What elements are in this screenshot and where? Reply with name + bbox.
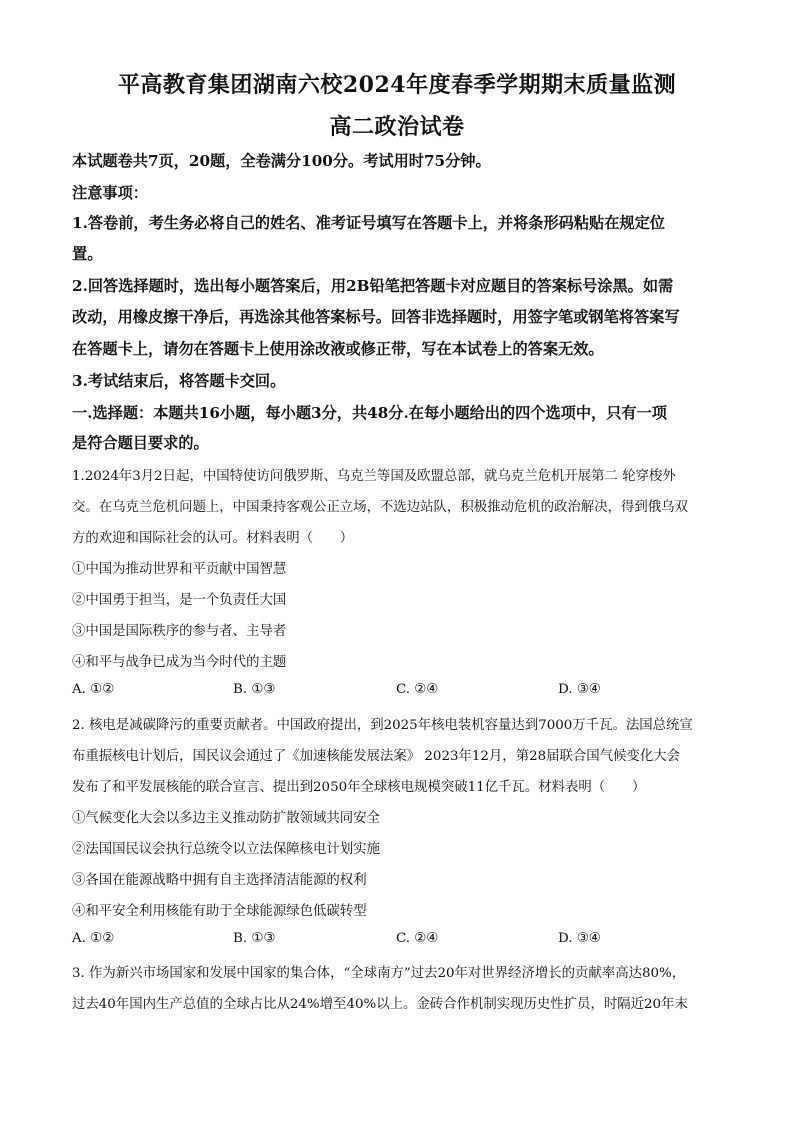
question-2-option-b: B. ①③ bbox=[233, 931, 276, 946]
question-2-stem-line-3: 发布了和平发展核能的联合宣言、提出到2050年全球核电规模突破11亿千瓦。材料表明（ ） bbox=[72, 780, 646, 795]
notice-3: 3.考试结束后，将答题卡交回。 bbox=[72, 372, 286, 390]
question-1-stem-line-3: 方的欢迎和国际社会的认可。材料表明（ ） bbox=[72, 531, 354, 546]
question-1-stem-line-1: 1.2024年3月2日起，中国特使访问俄罗斯、乌克兰等国及欧盟总部，就乌克兰危机开展第二 轮穿梭外 bbox=[72, 469, 676, 484]
exam-title: 平高教育集团湖南六校2024年度春季学期期末质量监测 bbox=[117, 72, 677, 98]
question-3-stem-line-1: 3. 作为新兴市场国家和发展中国家的集合体，“全球南方”过去20年对世界经济增长的贡献率高达80%， bbox=[72, 966, 686, 981]
notice-heading: 注意事项： bbox=[72, 184, 148, 202]
question-2-stem-line-1: 2. 核电是减碳降污的重要贡献者。中国政府提出，到2025年核电装机容量达到7000万千瓦。法国总统宣 bbox=[72, 718, 693, 733]
question-2-statement-4: ④和平安全利用核能有助于全球能源绿色低碳转型 bbox=[72, 904, 367, 919]
question-1-option-a: A. ①② bbox=[72, 682, 115, 697]
question-2-statement-1: ①气候变化大会以多边主义推动防扩散领域共同安全 bbox=[72, 811, 380, 826]
section-1-heading-line-1: 一.选择题：本题共16小题，每小题3分，共48分.在每小题给出的四个选项中，只有一项 bbox=[72, 404, 667, 422]
notice-2-line-3: 在答题卡上，请勿在答题卡上使用涂改液或修正带，写在本试卷上的答案无效。 bbox=[72, 340, 604, 358]
question-1-option-d: D. ③④ bbox=[558, 682, 601, 697]
question-1-statement-3: ③中国是国际秩序的参与者、主导者 bbox=[72, 624, 287, 639]
question-2-stem-line-2: 布重振核电计划后，国民议会通过了《加速核能发展法案》 2023年12月，第28届联合国气候变化大会 bbox=[72, 749, 681, 764]
question-1-option-c: C. ②④ bbox=[396, 682, 439, 697]
notice-1-line-1: 1.答卷前，考生务必将自己的姓名、准考证号填写在答题卡上，并将条形码粘贴在规定位 bbox=[72, 214, 665, 232]
question-1-statement-4: ④和平与战争已成为当今时代的主题 bbox=[72, 655, 287, 670]
question-2-statement-3: ③各国在能源战略中拥有自主选择清洁能源的权利 bbox=[72, 873, 367, 888]
section-1-heading-line-2: 是符合题目要求的。 bbox=[72, 434, 209, 452]
exam-summary: 本试题卷共7页，20题，全卷满分100分。考试用时75分钟。 bbox=[72, 152, 491, 170]
question-1-stem-line-2: 交。在乌克兰危机问题上，中国秉持客观公正立场，不选边站队，积极推动危机的政治解决，得到俄乌双 bbox=[72, 500, 688, 515]
question-2-option-d: D. ③④ bbox=[558, 931, 601, 946]
question-1-option-b: B. ①③ bbox=[233, 682, 276, 697]
notice-2-line-2: 改动，用橡皮擦干净后，再选涂其他答案标号。回答非选择题时，用签字笔或钢笔将答案写 bbox=[72, 308, 680, 326]
notice-2-line-1: 2.回答选择题时，选出每小题答案后，用2B铅笔把答题卡对应题目的答案标号涂黑。如需 bbox=[72, 277, 674, 295]
question-2-statement-2: ②法国国民议会执行总统令以立法保障核电计划实施 bbox=[72, 842, 380, 857]
question-1-statement-2: ②中国勇于担当，是一个负责任大国 bbox=[72, 593, 287, 608]
question-3-stem-line-2: 过去40年国内生产总值的全球占比从24%增至40%以上。金砖合作机制实现历史性扩员，时隔近20年末 bbox=[72, 997, 688, 1012]
question-2-option-a: A. ①② bbox=[72, 931, 115, 946]
question-2-option-c: C. ②④ bbox=[396, 931, 439, 946]
question-1-statement-1: ①中国为推动世界和平贡献中国智慧 bbox=[72, 562, 287, 577]
notice-1-line-2: 置。 bbox=[72, 245, 103, 263]
exam-subtitle: 高二政治试卷 bbox=[329, 114, 465, 140]
